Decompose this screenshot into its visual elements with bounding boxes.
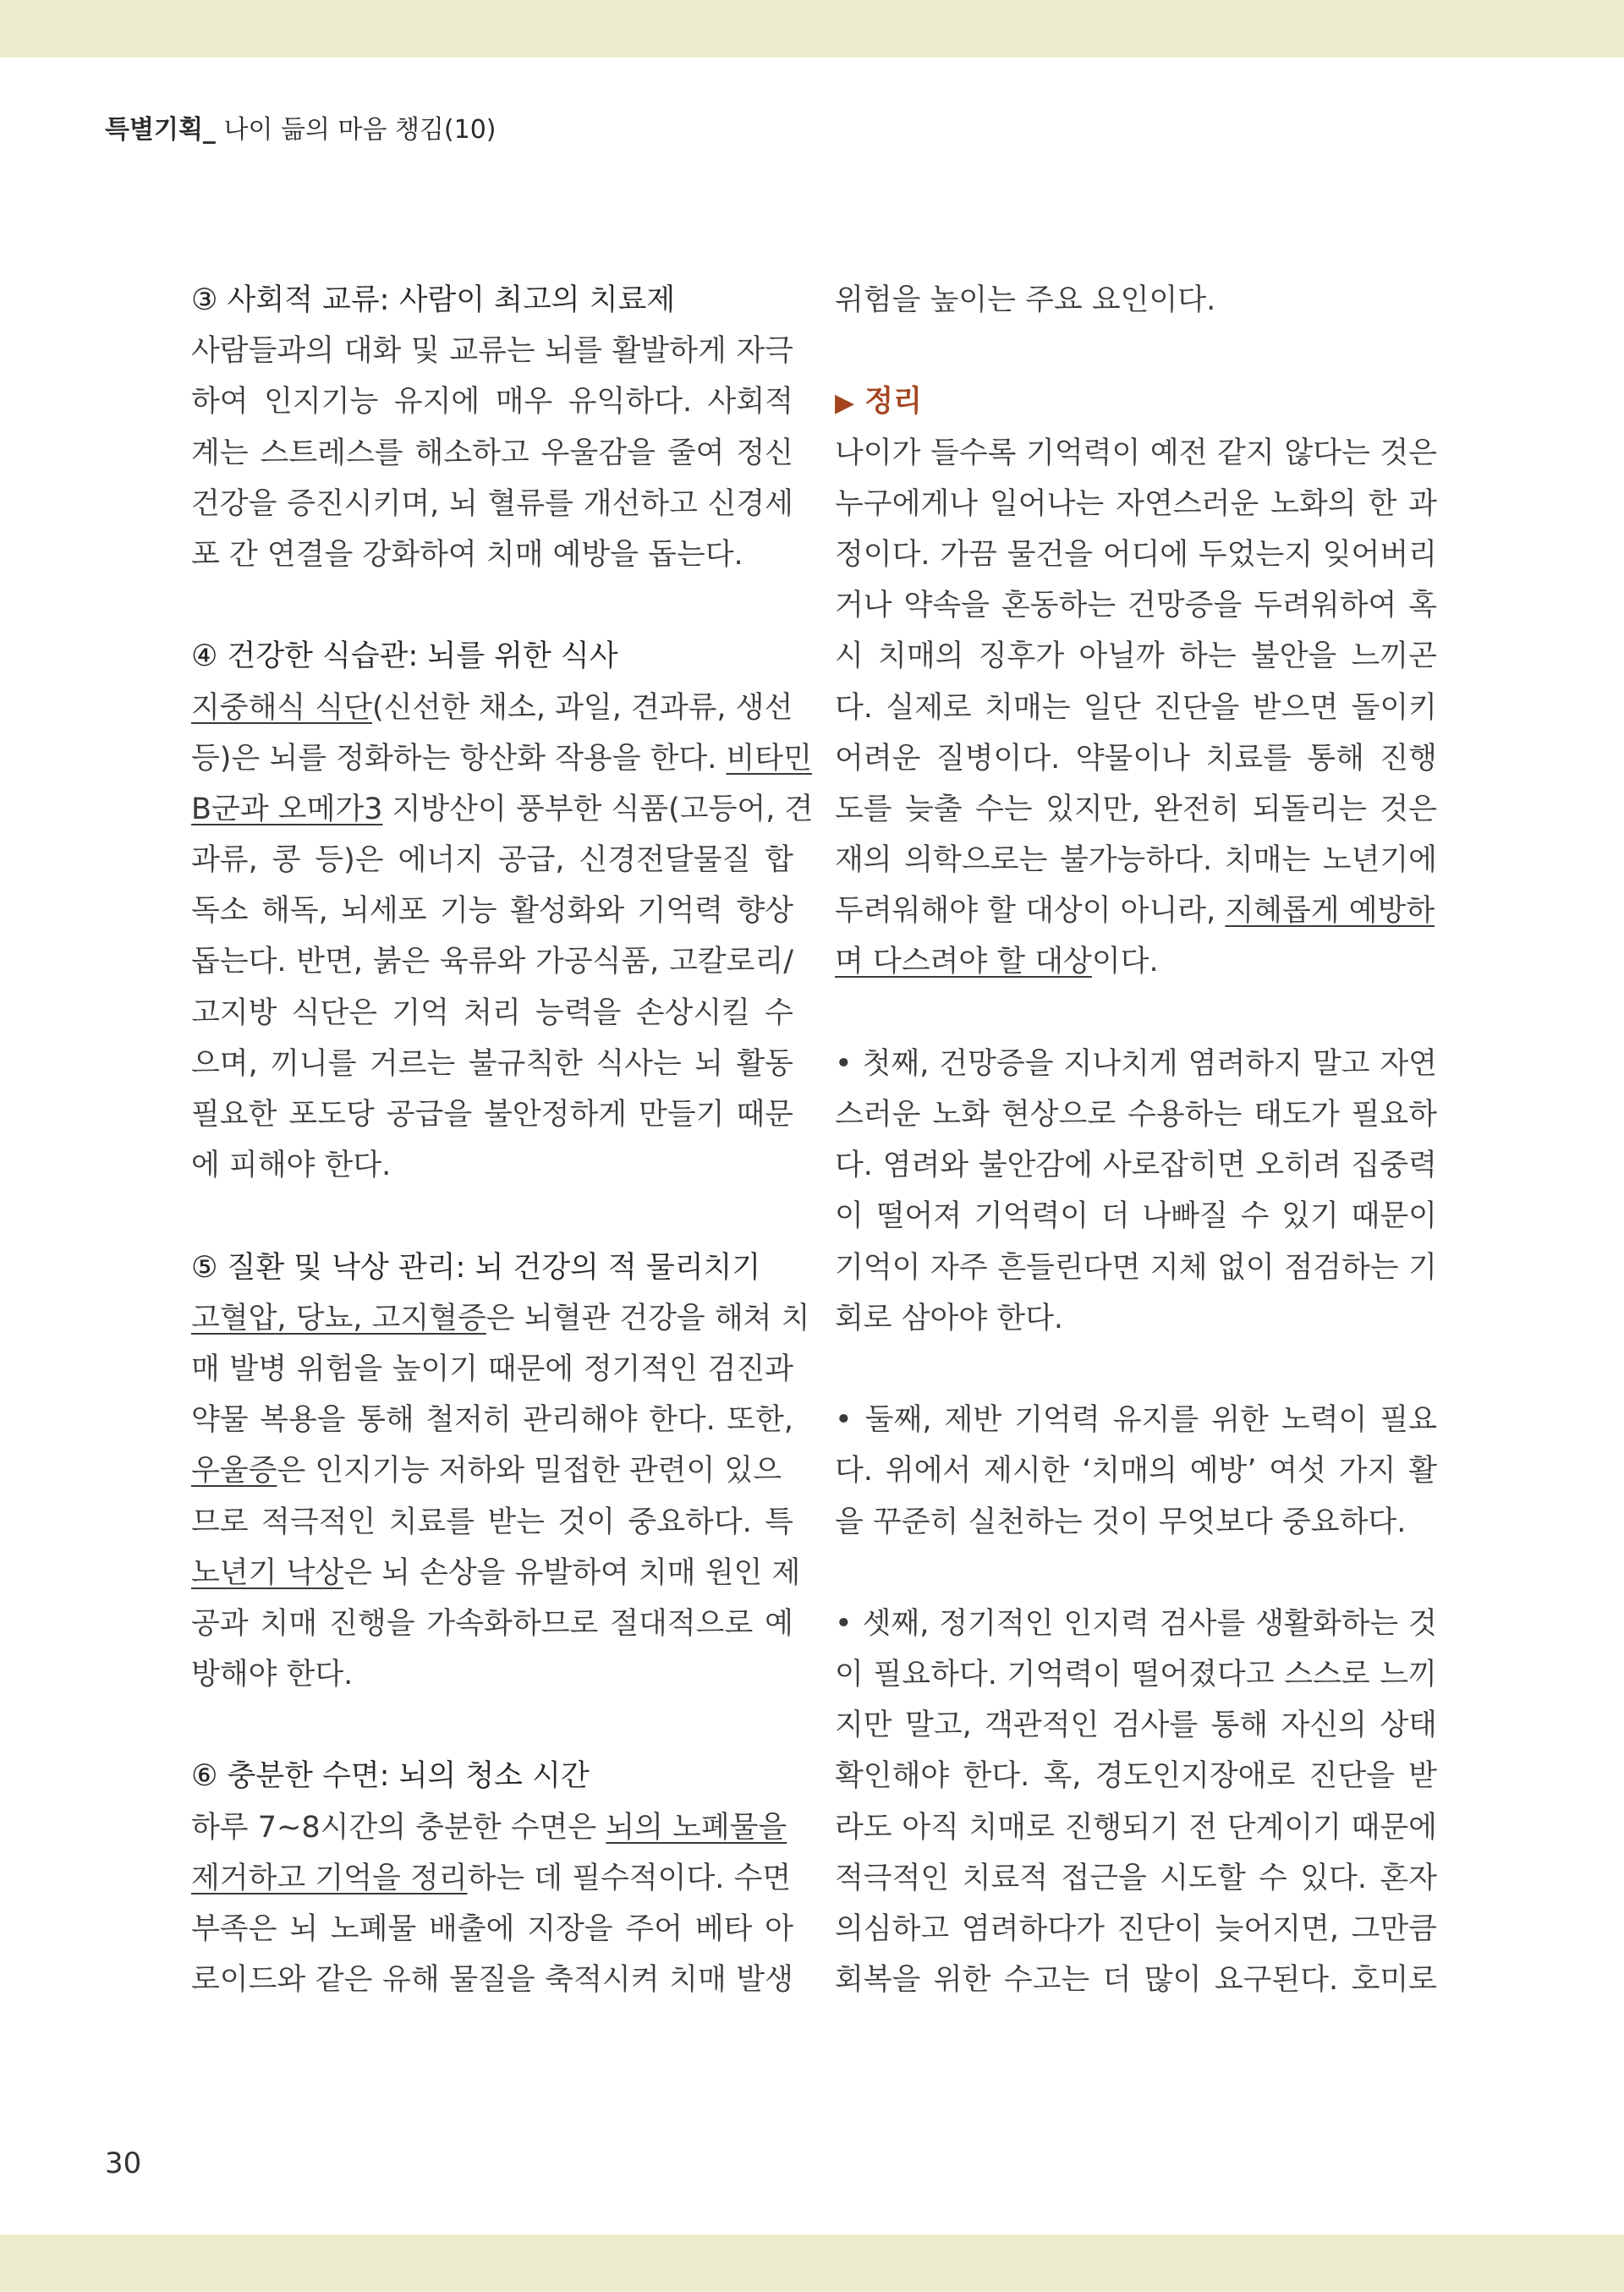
section-6-line: 하루 7~8시간의 충분한 수면은 뇌의 노폐물을 [191, 1810, 787, 1845]
section-4-line: 으며, 끼니를 거르는 불규칙한 식사는 뇌 활동 [191, 1046, 793, 1081]
section-3-line: 사람들과의 대화 및 교류는 뇌를 활발하게 자극 [191, 334, 793, 369]
series-title: 나이 듦의 마음 챙김(10) [223, 115, 497, 145]
summary-line: 어려운 질병이다. 약물이나 치료를 통해 진행 [835, 741, 1437, 776]
page-number: 30 [105, 2147, 142, 2180]
summary-line: 누구에게나 일어나는 자연스러운 노화의 한 과 [835, 486, 1437, 521]
summary-line: 재의 의학으로는 불가능하다. 치매는 노년기에 [835, 843, 1437, 878]
continued-line: 위험을 높이는 주요 요인이다. [835, 283, 1216, 317]
section-label: 특별기획_ [105, 115, 216, 145]
bullet-1-line: 이 떨어져 기억력이 더 나빠질 수 있기 때문이 [835, 1199, 1437, 1234]
summary-heading: ▶ 정리 [835, 385, 922, 419]
bullet-2-line: 을 꾸준히 실천하는 것이 무엇보다 중요하다. [835, 1505, 1407, 1539]
section-6-title: ⑥ 충분한 수면: 뇌의 청소 시간 [191, 1759, 590, 1794]
summary-line: 거나 약속을 혼동하는 건망증을 두려워하여 혹 [835, 589, 1437, 623]
section-5-line: 노년기 낙상은 뇌 손상을 유발하여 치매 원인 제 [191, 1555, 801, 1590]
summary-line: 나이가 들수록 기억력이 예전 같지 않다는 것은 [835, 436, 1437, 470]
section-3-line: 건강을 증진시키며, 뇌 혈류를 개선하고 신경세 [191, 486, 793, 521]
underlined-term: 노년기 낙상 [191, 1555, 344, 1590]
underlined-term: 지중해식 식단 [191, 690, 372, 725]
top-band [0, 0, 1624, 58]
summary-line: 정이다. 가끔 물건을 어디에 두었는지 잊어버리 [835, 537, 1437, 572]
bullet-3-line: • 셋째, 정기적인 인지력 검사를 생활화하는 것 [835, 1606, 1437, 1641]
bullet-2-line: • 둘째, 제반 기억력 유지를 위한 노력이 필요 [835, 1403, 1437, 1438]
underlined-term: 지혜롭게 예방하 [1225, 894, 1435, 929]
underlined-term: 며 다스려야 할 대상 [835, 945, 1092, 979]
underlined-term: B군과 오메가3 [191, 792, 383, 826]
bullet-3-line: 회복을 위한 수고는 더 많이 요구된다. 호미로 [835, 1963, 1437, 1998]
section-4-line: 등)은 뇌를 정화하는 항산화 작용을 한다. 비타민 [191, 741, 812, 776]
section-4-line: 필요한 포도당 공급을 불안정하게 만들기 때문 [191, 1098, 793, 1132]
section-5-line: 고혈압, 당뇨, 고지혈증은 뇌혈관 건강을 해쳐 치 [191, 1301, 810, 1335]
section-5-line: 약물 복용을 통해 철저히 관리해야 한다. 또한, [191, 1403, 793, 1438]
summary-line: 며 다스려야 할 대상이다. [835, 945, 1159, 979]
section-4-line: 고지방 식단은 기억 처리 능력을 손상시킬 수 [191, 995, 793, 1030]
summary-line: 다. 실제로 치매는 일단 진단을 받으면 돌이키 [835, 690, 1437, 725]
bullet-3-line: 확인해야 한다. 혹, 경도인지장애로 진단을 받 [835, 1759, 1437, 1794]
bottom-band [0, 2234, 1624, 2292]
underlined-term: 뇌의 노폐물을 [606, 1810, 787, 1845]
running-header [105, 108, 497, 145]
section-4-title: ④ 건강한 식습관: 뇌를 위한 식사 [191, 639, 618, 674]
section-4-line: 에 피해야 한다. [191, 1149, 392, 1183]
underlined-term: 우울증 [191, 1454, 277, 1489]
section-3-title: ③ 사회적 교류: 사람이 최고의 치료제 [191, 283, 676, 317]
bullet-1-line: • 첫째, 건망증을 지나치게 염려하지 말고 자연 [835, 1046, 1437, 1081]
bullet-2-line: 다. 위에서 제시한 ‘치매의 예방’ 여섯 가지 활 [835, 1454, 1437, 1489]
bullet-3-line: 지만 말고, 객관적인 검사를 통해 자신의 상태 [835, 1708, 1437, 1743]
bullet-3-line: 의심하고 염려하다가 진단이 늦어지면, 그만큼 [835, 1912, 1437, 1946]
section-3-line: 포 간 연결을 강화하여 치매 예방을 돕는다. [191, 537, 743, 572]
section-5-line: 공과 치매 진행을 가속화하므로 절대적으로 예 [191, 1606, 793, 1641]
section-5-line: 므로 적극적인 치료를 받는 것이 중요하다. 특 [191, 1505, 793, 1539]
bullet-1-line: 스러운 노화 현상으로 수용하는 태도가 필요하 [835, 1098, 1437, 1132]
bullet-1-line: 회로 삼아야 한다. [835, 1301, 1064, 1335]
summary-line: 도를 늦출 수는 있지만, 완전히 되돌리는 것은 [835, 792, 1437, 826]
section-4-line: 과류, 콩 등)은 에너지 공급, 신경전달물질 합 [191, 843, 793, 878]
section-4-line: 돕는다. 반면, 붉은 육류와 가공식품, 고칼로리/ [191, 945, 793, 979]
left-column [191, 275, 814, 2005]
section-4-line: B군과 오메가3 지방산이 풍부한 식품(고등어, 견 [191, 792, 814, 826]
section-5-line: 방해야 한다. [191, 1658, 354, 1692]
bullet-3-line: 적극적인 치료적 접근을 시도할 수 있다. 혼자 [835, 1861, 1437, 1895]
summary-line: 시 치매의 징후가 아닐까 하는 불안을 느끼곤 [835, 639, 1437, 674]
right-column [835, 275, 1437, 2005]
section-5-line: 우울증은 인지기능 저하와 밀접한 관련이 있으 [191, 1454, 782, 1489]
section-6-line: 제거하고 기억을 정리하는 데 필수적이다. 수면 [191, 1861, 792, 1895]
section-6-line: 로이드와 같은 유해 물질을 축적시켜 치매 발생 [191, 1963, 793, 1998]
bullet-1-line: 다. 염려와 불안감에 사로잡히면 오히려 집중력 [835, 1149, 1437, 1183]
bullet-3-line: 라도 아직 치매로 진행되기 전 단계이기 때문에 [835, 1810, 1437, 1845]
bullet-3-line: 이 필요하다. 기억력이 떨어졌다고 스스로 느끼 [835, 1658, 1437, 1692]
underlined-term: 고혈압, 당뇨, 고지혈증 [191, 1301, 486, 1335]
section-3-line: 하여 인지기능 유지에 매우 유익하다. 사회적 [191, 385, 793, 419]
section-4-line: 독소 해독, 뇌세포 기능 활성화와 기억력 향상 [191, 894, 793, 929]
bullet-1-line: 기억이 자주 흔들린다면 지체 없이 점검하는 기 [835, 1250, 1437, 1285]
summary-line: 두려워해야 할 대상이 아니라, 지혜롭게 예방하 [835, 894, 1435, 929]
underlined-term: 제거하고 기억을 정리 [191, 1861, 468, 1895]
section-4-line: 지중해식 식단(신선한 채소, 과일, 견과류, 생선 [191, 690, 793, 725]
underlined-term: 비타민 [726, 741, 812, 776]
section-5-title: ⑤ 질환 및 낙상 관리: 뇌 건강의 적 물리치기 [191, 1250, 761, 1285]
triangle-right-icon: ▶ [835, 388, 855, 419]
section-6-line: 부족은 뇌 노폐물 배출에 지장을 주어 베타 아 [191, 1912, 793, 1946]
section-3-line: 계는 스트레스를 해소하고 우울감을 줄여 정신 [191, 436, 793, 470]
section-5-line: 매 발병 위험을 높이기 때문에 정기적인 검진과 [191, 1352, 793, 1386]
